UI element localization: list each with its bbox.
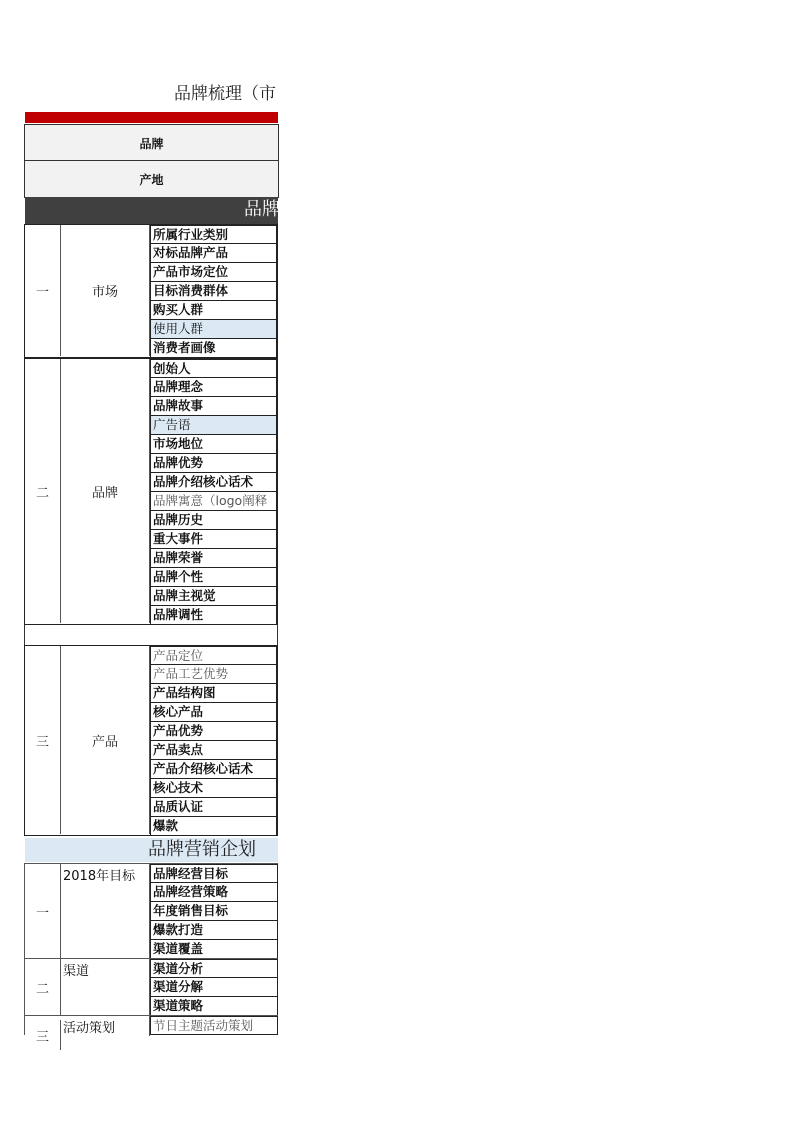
group-channels (24, 958, 278, 1015)
info-cell-brand[interactable]: 品牌 (24, 124, 279, 162)
title-accent-bar (25, 112, 278, 123)
group-number: 一 (25, 225, 61, 356)
table-cell-item[interactable]: 重大事件 (150, 530, 277, 549)
table-cell-item[interactable]: 对标品牌产品 (150, 244, 277, 263)
table-cell-item[interactable]: 品牌个性 (150, 568, 277, 587)
item-list (150, 1016, 278, 1035)
item-list (150, 864, 278, 959)
table-cell-item[interactable]: 爆款打造 (150, 921, 278, 940)
table-cell-item-highlighted[interactable]: 使用人群 (150, 320, 277, 339)
table-cell-item[interactable]: 品牌经营策略 (150, 883, 278, 902)
table-cell-item[interactable]: 目标消费群体 (150, 282, 277, 301)
item-list (150, 646, 277, 836)
info-cell-origin[interactable]: 产地 (24, 160, 279, 198)
table-cell-item-highlighted[interactable]: 广告语 (150, 416, 277, 435)
spacer-row (24, 625, 278, 645)
group-category: 品牌 (61, 359, 150, 623)
group-product (24, 645, 278, 836)
table-cell-item[interactable]: 产品介绍核心话术 (150, 760, 277, 779)
section-header-marketing (25, 838, 278, 862)
group-number: 三 (25, 1020, 61, 1050)
table-cell-item[interactable]: 品牌介绍核心话术 (150, 473, 277, 492)
group-category: 产品 (61, 646, 150, 834)
group-number: 三 (25, 646, 61, 834)
table-cell-item[interactable]: 消费者画像 (150, 339, 277, 358)
table-cell-item[interactable]: 核心技术 (150, 779, 277, 798)
table-cell-item[interactable]: 产品工艺优势 (150, 665, 277, 684)
table-cell-item[interactable]: 产品定位 (150, 646, 277, 665)
table-cell-item[interactable]: 渠道分解 (150, 978, 278, 997)
table-cell-item[interactable]: 渠道覆盖 (150, 940, 278, 959)
table-cell-item[interactable]: 创始人 (150, 359, 277, 378)
table-cell-item[interactable]: 品牌理念 (150, 378, 277, 397)
table-cell-item[interactable]: 品牌历史 (150, 511, 277, 530)
table-cell-item[interactable]: 市场地位 (150, 435, 277, 454)
table-cell-item[interactable]: 品牌寓意（logo阐释 (150, 492, 277, 511)
section-header-brand-label: 品牌 (244, 199, 280, 220)
table-cell-item[interactable]: 核心产品 (150, 703, 277, 722)
group-category: 活动策划 (61, 1016, 150, 1036)
table-cell-item[interactable]: 品牌故事 (150, 397, 277, 416)
section-header-brand (25, 197, 278, 224)
table-cell-item[interactable]: 所属行业类别 (150, 225, 277, 244)
table-cell-item[interactable]: 品牌经营目标 (150, 864, 278, 883)
section-header-marketing-label: 品牌营销企划 (148, 839, 256, 860)
group-brand (24, 358, 278, 625)
table-cell-item[interactable]: 年度销售目标 (150, 902, 278, 921)
table-cell-item[interactable]: 产品结构图 (150, 684, 277, 703)
group-market (24, 224, 278, 358)
group-campaigns (24, 1015, 278, 1045)
table-cell-item[interactable]: 渠道分析 (150, 959, 278, 978)
group-number: 二 (25, 959, 61, 1016)
table-cell-item[interactable]: 产品市场定位 (150, 263, 277, 282)
table-cell-item[interactable]: 品牌主视觉 (150, 587, 277, 606)
table-cell-item[interactable]: 爆款 (150, 817, 277, 836)
table-cell-item[interactable]: 品牌优势 (150, 454, 277, 473)
page-title: 品牌梳理（市 (174, 84, 276, 104)
group-category: 市场 (61, 225, 150, 356)
table-cell-item[interactable]: 品牌荣誉 (150, 549, 277, 568)
group-number: 二 (25, 359, 61, 623)
table-cell-item[interactable]: 渠道策略 (150, 997, 278, 1016)
group-category: 2018年目标 (61, 864, 150, 959)
item-list (150, 225, 277, 358)
table-cell-item[interactable]: 节日主题活动策划 (150, 1016, 278, 1035)
group-number: 一 (25, 864, 61, 959)
table-cell-item[interactable]: 品质认证 (150, 798, 277, 817)
group-targets (24, 863, 278, 958)
item-list (150, 959, 278, 1016)
table-cell-item[interactable]: 产品优势 (150, 722, 277, 741)
table-cell-item[interactable]: 购买人群 (150, 301, 277, 320)
item-list (150, 359, 277, 625)
table-cell-item[interactable]: 品牌调性 (150, 606, 277, 625)
table-cell-item[interactable]: 产品卖点 (150, 741, 277, 760)
group-category: 渠道 (61, 959, 150, 1016)
